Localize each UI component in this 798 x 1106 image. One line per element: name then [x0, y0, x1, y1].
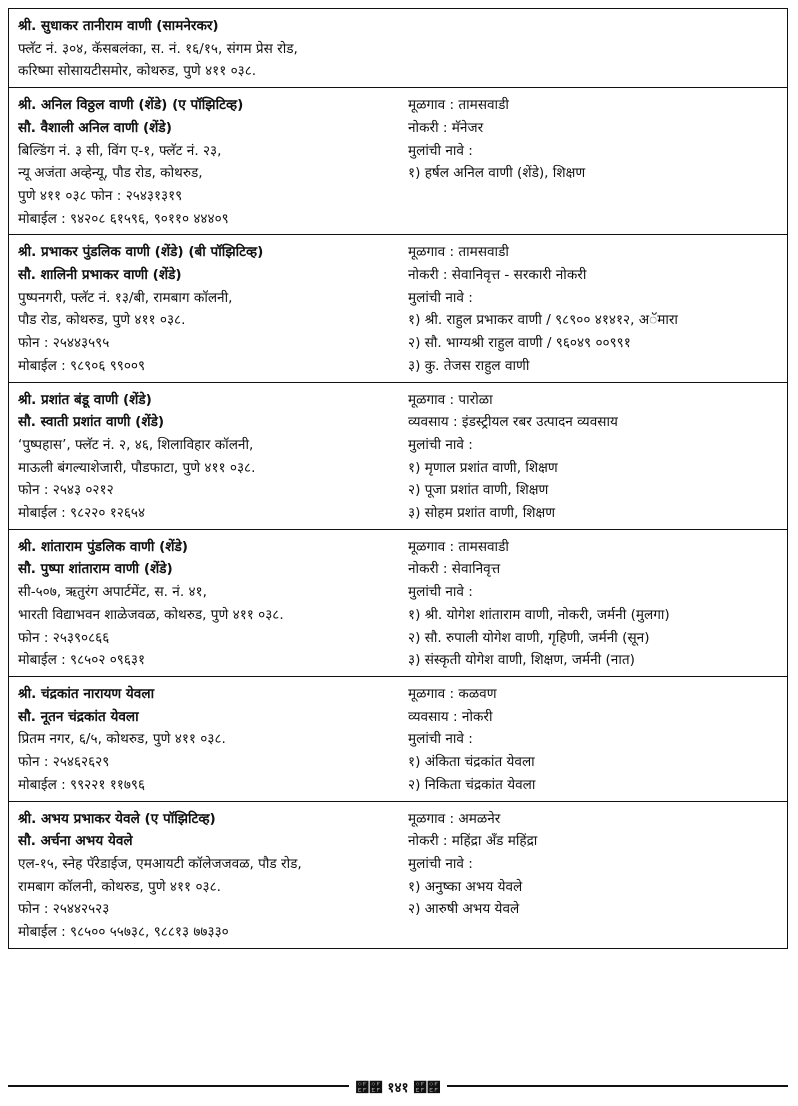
- detail-line: १) अंकिता चंद्रकांत येवला: [408, 754, 535, 771]
- address-line: मोबाईल : ९८५०२ ०९६३१: [18, 652, 146, 669]
- detail-line: मूळगाव : पारोळा: [408, 391, 493, 408]
- entry-address-column: [18, 94, 408, 230]
- person-name: श्री. अनिल विठ्ठल वाणी (शेंडे) (ए पॉझिटिव्ह): [18, 97, 244, 114]
- address-line: मोबाईल : ९८९०६ ९९००९: [18, 357, 146, 374]
- entry-details-column: [408, 683, 779, 797]
- detail-line: मुलांची नावे :: [408, 436, 473, 453]
- person-name: सौ. पुष्पा शांताराम वाणी (शेंडे): [18, 561, 173, 578]
- entry-details-column: [408, 15, 779, 83]
- detail-line: २) सौ. रुपाली योगेश वाणी, गृहिणी, जर्मनी (सून): [408, 629, 650, 646]
- page-ornament-right: ࿯࿯: [413, 1079, 441, 1096]
- person-name: सौ. नूतन चंद्रकांत येवला: [18, 708, 139, 725]
- person-name: श्री. सुधाकर तानीराम वाणी (सामनेरकर): [18, 18, 219, 34]
- person-name: श्री. प्रशांत बंडू वाणी (शेंडे): [18, 391, 152, 408]
- page-ornament-left: ࿯࿯: [355, 1079, 383, 1096]
- person-name: श्री. प्रभाकर पुंडलिक वाणी (शेंडे) (बी पॉझिटिव्ह): [18, 244, 264, 261]
- detail-line: मूळगाव : तामसवाडी: [408, 244, 509, 261]
- page-footer: [8, 1076, 788, 1096]
- address-line: पुणे ४११ ०३८ फोन : २५४३१३१९: [18, 187, 183, 204]
- address-line: पुष्पनगरी, फ्लॅट नं. १३/बी, रामबाग कॉलनी,: [18, 289, 233, 306]
- detail-line: व्यवसाय : इंडस्ट्रीयल रबर उत्पादन व्यवसाय: [408, 414, 618, 431]
- detail-line: नोकरी : महिंद्रा अँड महिंद्रा: [408, 833, 538, 850]
- address-line: करिष्मा सोसायटीसमोर, कोथरुड, पुणे ४११ ०३८.: [18, 63, 257, 80]
- address-line: सी-५०७, ऋतुरंग अपार्टमेंट, स. नं. ४१,: [18, 584, 207, 601]
- directory-entry: [9, 88, 787, 235]
- detail-line: मूळगाव : अमळनेर: [408, 810, 501, 827]
- detail-line: मूळगाव : तामसवाडी: [408, 97, 509, 114]
- directory-entry: [9, 235, 787, 382]
- entry-address-column: [18, 241, 408, 377]
- entry-address-column: [18, 15, 408, 83]
- detail-line: २) पूजा प्रशांत वाणी, शिक्षण: [408, 482, 549, 499]
- page-number-block: [349, 1077, 446, 1096]
- directory-entry: [9, 9, 787, 88]
- person-name: सौ. शालिनी प्रभाकर वाणी (शेंडे): [18, 267, 182, 284]
- address-line: मोबाईल : ९८२२० १२६५४: [18, 505, 146, 522]
- address-line: मोबाईल : ९८५०० ५५७३८, ९८८१३ ७७३३०: [18, 924, 229, 941]
- address-line: रामबाग कॉलनी, कोथरुड, पुणे ४११ ०३८.: [18, 878, 221, 895]
- detail-line: मूळगाव : कळवण: [408, 685, 497, 702]
- entry-details-column: [408, 94, 779, 230]
- entry-address-column: [18, 536, 408, 672]
- address-line: फोन : २५४६२६२९: [18, 754, 110, 771]
- address-line: न्यू अजंता अव्हेन्यू, पौड रोड, कोथरुड,: [18, 165, 203, 182]
- entry-details-column: [408, 389, 779, 525]
- detail-line: मुलांची नावे :: [408, 289, 473, 306]
- detail-line: २) निकिता चंद्रकांत येवला: [408, 776, 536, 793]
- page-number: १४१: [387, 1079, 409, 1096]
- detail-line: २) आरुषी अभय येवले: [408, 901, 520, 918]
- directory-entry: [9, 383, 787, 530]
- address-line: फोन : २५४४२५२३: [18, 901, 110, 918]
- person-name: श्री. चंद्रकांत नारायण येवला: [18, 685, 155, 702]
- entry-address-column: [18, 808, 408, 944]
- address-line: फोन : २५४४३५९५: [18, 335, 110, 352]
- address-line: मोबाईल : ९९२२१ ११७९६: [18, 776, 146, 793]
- detail-line: १) श्री. राहुल प्रभाकर वाणी / ९८९०० ४१४१२, अॅमारा: [408, 312, 678, 329]
- entry-address-column: [18, 389, 408, 525]
- person-name: श्री. अभय प्रभाकर येवले (ए पॉझिटिव्ह): [18, 810, 216, 827]
- footer-rule-left: [8, 1085, 349, 1087]
- detail-line: मूळगाव : तामसवाडी: [408, 538, 509, 555]
- detail-line: ३) सोहम प्रशांत वाणी, शिक्षण: [408, 505, 556, 522]
- person-name: सौ. अर्चना अभय येवले: [18, 833, 133, 850]
- detail-line: १) मृणाल प्रशांत वाणी, शिक्षण: [408, 459, 558, 476]
- entry-details-column: [408, 808, 779, 944]
- detail-line: नोकरी : सेवानिवृत्त - सरकारी नोकरी: [408, 267, 587, 284]
- directory-entry: [9, 802, 787, 948]
- detail-line: ३) संस्कृती योगेश वाणी, शिक्षण, जर्मनी (नात): [408, 652, 635, 669]
- detail-line: मुलांची नावे :: [408, 855, 473, 872]
- detail-line: १) श्री. योगेश शांताराम वाणी, नोकरी, जर्मनी (मुलगा): [408, 606, 670, 623]
- directory-entry: [9, 677, 787, 802]
- address-line: पौड रोड, कोथरुड, पुणे ४११ ०३८.: [18, 312, 186, 329]
- directory-entry: [9, 530, 787, 677]
- detail-line: नोकरी : सेवानिवृत्त: [408, 561, 501, 578]
- footer-rule-right: [447, 1085, 788, 1087]
- detail-line: १) हर्षल अनिल वाणी (शेंडे), शिक्षण: [408, 165, 586, 182]
- address-line: ‘पुष्पहास’, फ्लॅट नं. २, ४६, शिलाविहार कॉलनी,: [18, 436, 254, 453]
- address-line: एल-१५, स्नेह पॅरेडाईज, एमआयटी कॉलेजजवळ, पौड रोड,: [18, 855, 302, 872]
- detail-line: १) अनुष्का अभय येवले: [408, 878, 523, 895]
- detail-line: २) सौ. भाग्यश्री राहुल वाणी / ९६०४९ ००९९१: [408, 335, 631, 352]
- address-line: भारती विद्याभवन शाळेजवळ, कोथरुड, पुणे ४११ ०३८.: [18, 606, 284, 623]
- person-name: सौ. वैशाली अनिल वाणी (शेंडे): [18, 119, 172, 136]
- entry-address-column: [18, 683, 408, 797]
- detail-line: ३) कु. तेजस राहुल वाणी: [408, 357, 530, 374]
- person-name: सौ. स्वाती प्रशांत वाणी (शेंडे): [18, 414, 165, 431]
- entry-details-column: [408, 241, 779, 377]
- entry-details-column: [408, 536, 779, 672]
- address-line: प्रितम नगर, ६/५, कोथरुड, पुणे ४११ ०३८.: [18, 731, 226, 748]
- address-line: बिल्डिंग नं. ३ सी, विंग ए-१, फ्लॅट नं. २३,: [18, 142, 222, 159]
- person-name: श्री. शांताराम पुंडलिक वाणी (शेंडे): [18, 538, 189, 555]
- detail-line: मुलांची नावे :: [408, 731, 473, 748]
- address-line: फोन : २५३९०८६६: [18, 629, 110, 646]
- detail-line: नोकरी : मॅनेजर: [408, 119, 484, 136]
- address-line: माऊली बंगल्याशेजारी, पौडफाटा, पुणे ४११ ०३८.: [18, 459, 256, 476]
- detail-line: व्यवसाय : नोकरी: [408, 708, 493, 725]
- address-line: फ्लॅट नं. ३०४, कॅसबलंका, स. नं. १६/१५, संगम प्रेस रोड,: [18, 40, 298, 57]
- detail-line: मुलांची नावे :: [408, 584, 473, 601]
- detail-line: मुलांची नावे :: [408, 142, 473, 159]
- address-line: फोन : २५४३ ०२१२: [18, 482, 114, 499]
- address-line: मोबाईल : ९४२०८ ६१५९६, ९०११० ४४४०९: [18, 210, 229, 227]
- directory-list: [8, 8, 788, 949]
